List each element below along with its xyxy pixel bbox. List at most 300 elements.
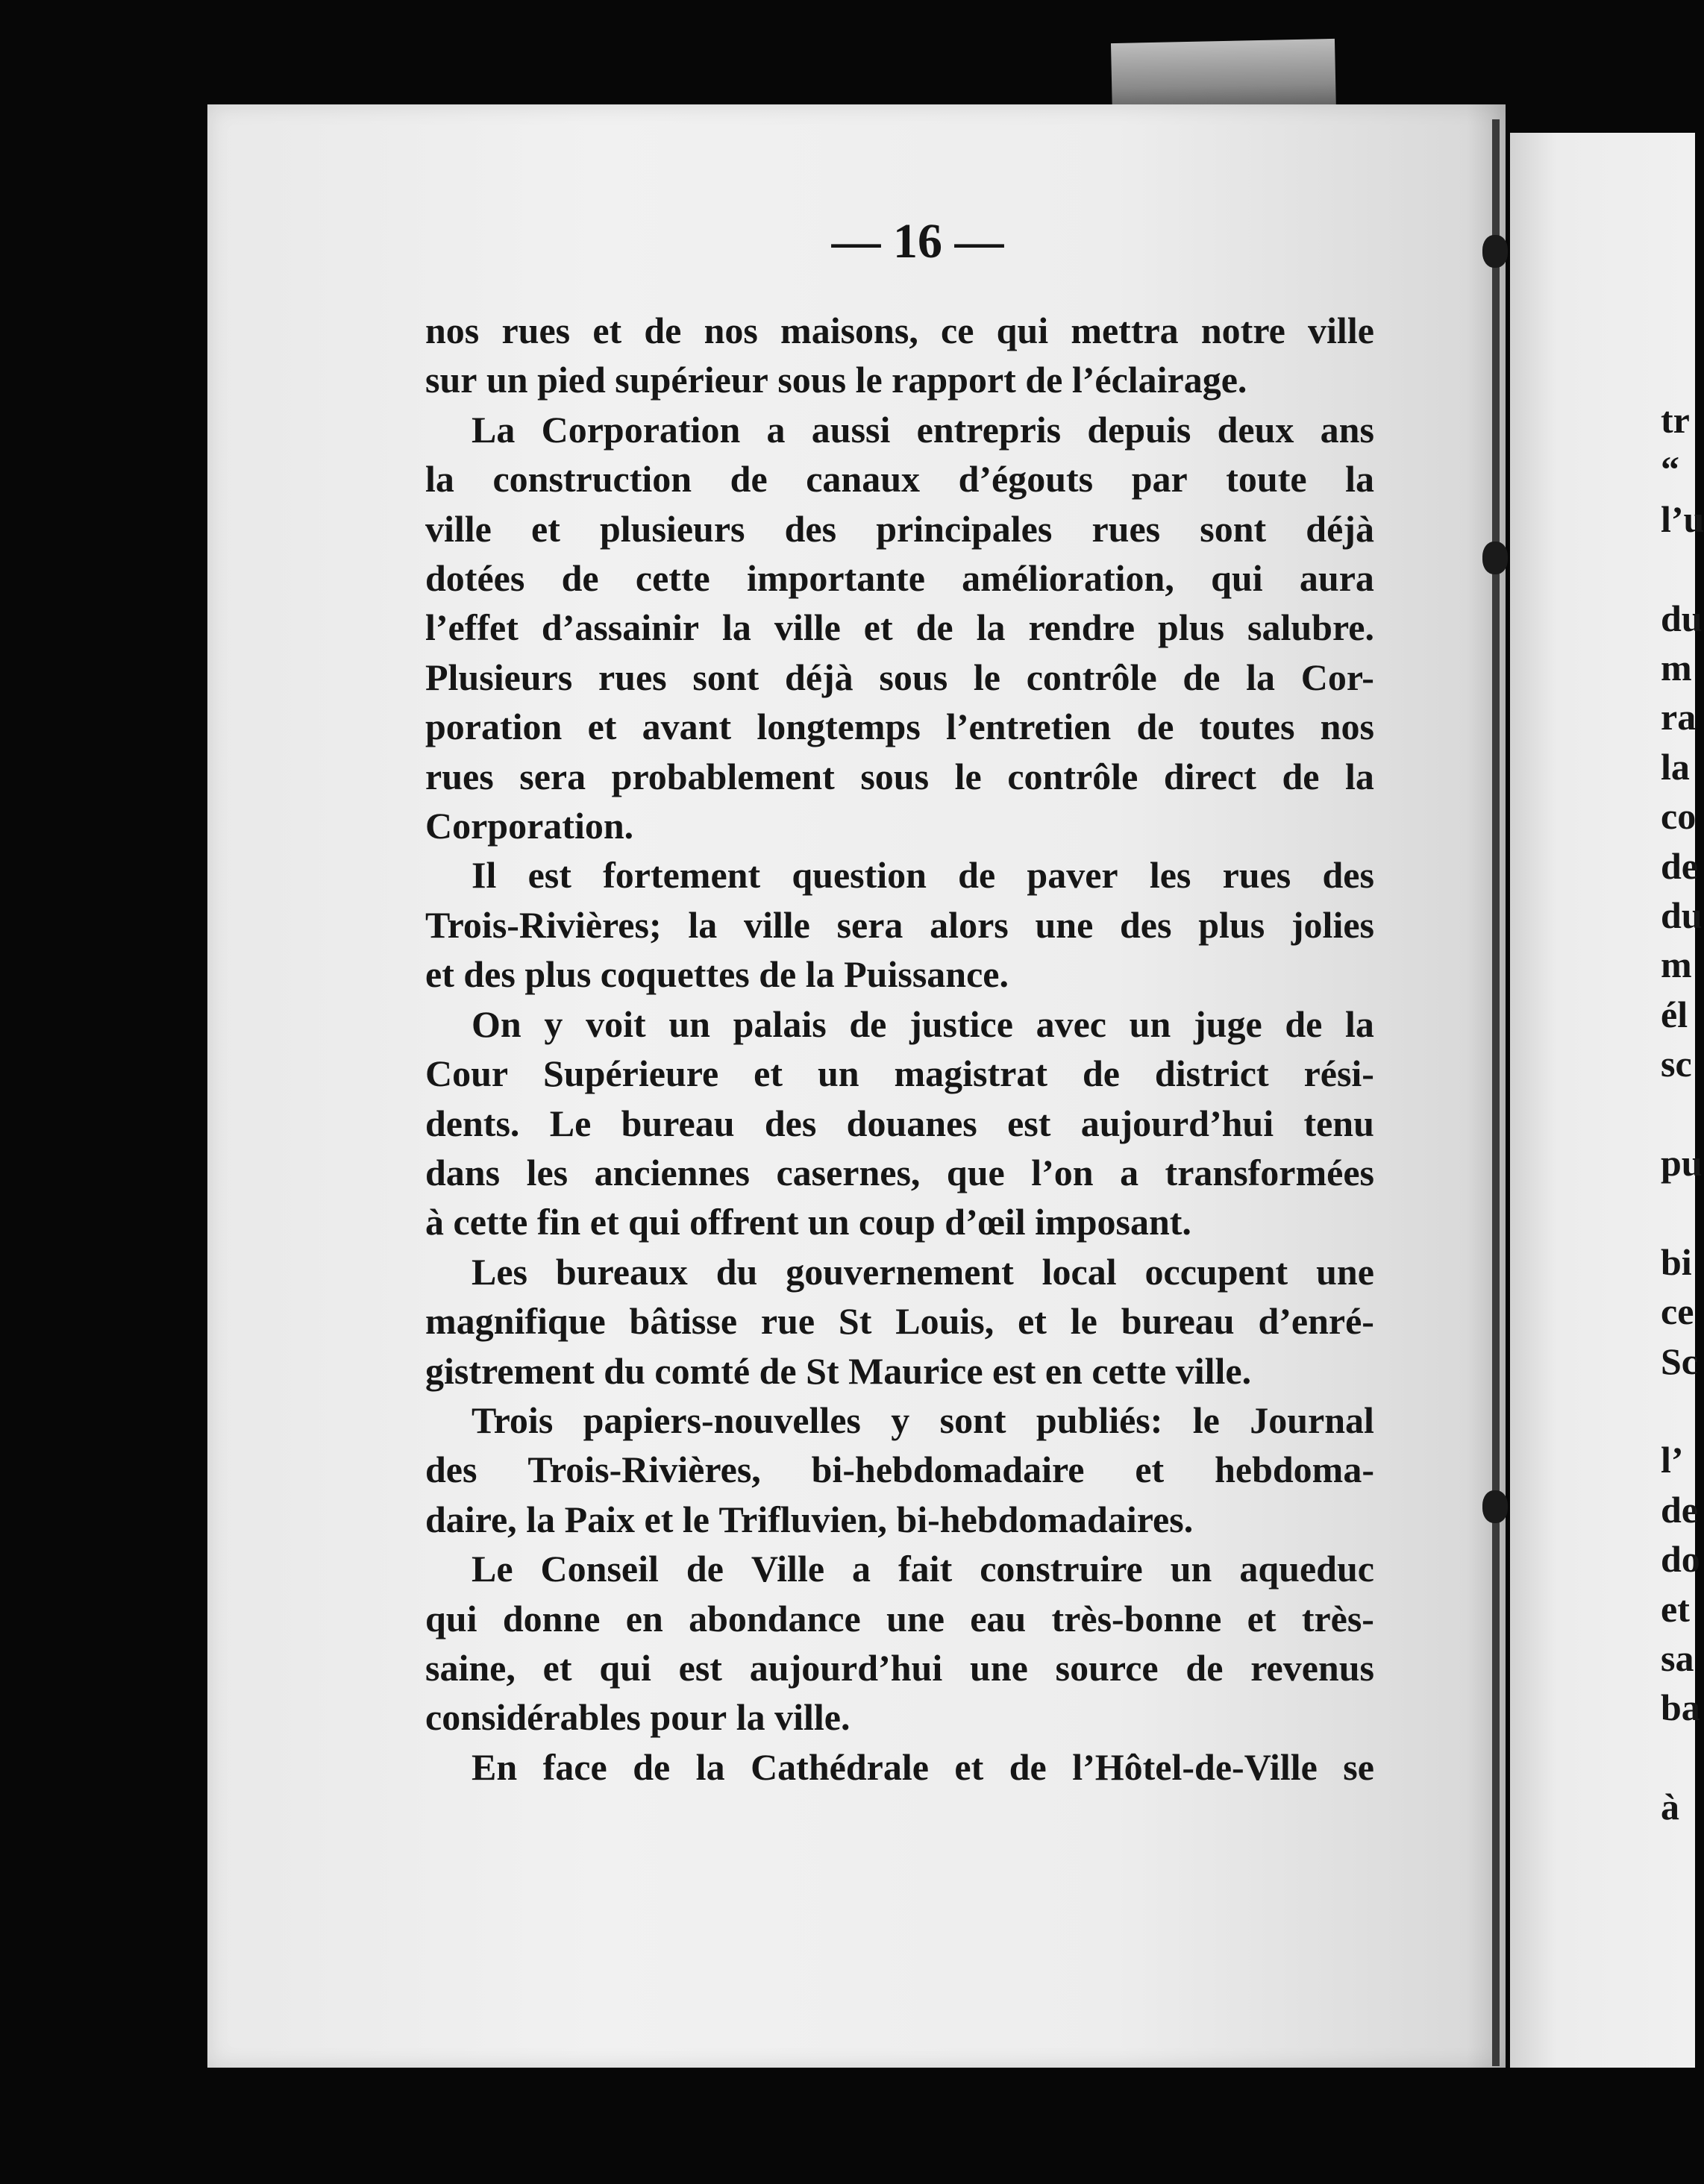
word: pied xyxy=(537,359,615,401)
word: On xyxy=(472,1002,521,1045)
word: par xyxy=(1131,458,1188,501)
text-line xyxy=(425,950,1374,999)
right-page-fragment: l’ xyxy=(1661,1439,1684,1481)
word: de xyxy=(1183,656,1221,698)
word: de xyxy=(759,953,806,996)
body-text xyxy=(425,306,1374,1792)
word: sont xyxy=(1200,507,1267,550)
text-line xyxy=(425,454,1374,503)
right-page-fragment: sc xyxy=(1661,1043,1692,1085)
word: dotées xyxy=(425,557,525,600)
word: avant xyxy=(642,706,732,748)
word: Le xyxy=(549,1102,592,1144)
word: bureaux xyxy=(555,1250,688,1293)
word: et xyxy=(954,1745,984,1788)
word: occupent xyxy=(1144,1250,1288,1293)
word: qui xyxy=(599,1646,651,1689)
word: une xyxy=(886,1597,945,1639)
word: qui xyxy=(1211,557,1263,600)
word: avec xyxy=(1036,1002,1106,1045)
word: nos xyxy=(425,310,480,351)
word: qui xyxy=(996,310,1049,351)
word: en xyxy=(1044,1349,1092,1392)
word: la xyxy=(526,1498,565,1540)
word: y xyxy=(544,1002,563,1045)
word: Trois xyxy=(472,1399,554,1441)
word: de xyxy=(1025,359,1072,401)
word: saine, xyxy=(425,1646,516,1689)
word: ans xyxy=(1320,408,1374,451)
right-page-fragment: ra xyxy=(1661,696,1697,738)
word: cette xyxy=(1091,1349,1176,1392)
right-page-fragment: Sc xyxy=(1661,1340,1698,1382)
word: supérieur xyxy=(615,359,778,401)
word: juge xyxy=(1193,1002,1262,1045)
word: le xyxy=(1192,1399,1220,1441)
word: ville xyxy=(1308,310,1374,351)
text-line xyxy=(425,355,1374,404)
word: La xyxy=(472,408,516,451)
word: jolies xyxy=(1291,903,1374,946)
word: Trifluvien, xyxy=(718,1498,897,1540)
text-line xyxy=(425,1247,1374,1296)
word: sous xyxy=(860,755,930,797)
word: des xyxy=(425,1449,477,1491)
word: magistrat xyxy=(894,1052,1048,1095)
word: direct xyxy=(1163,755,1256,797)
word: Louis, xyxy=(895,1300,994,1343)
word: entrepris xyxy=(916,408,1062,451)
word: coup xyxy=(858,1201,945,1243)
word: publiés: xyxy=(1036,1399,1163,1441)
text-line xyxy=(425,405,1374,454)
word: Le xyxy=(472,1548,513,1590)
text-line xyxy=(425,1594,1374,1643)
word: voit xyxy=(586,1002,646,1045)
word: Corporation. xyxy=(425,805,634,847)
binding-stitch xyxy=(1482,1490,1508,1523)
word: Maurice xyxy=(848,1349,993,1392)
word: une xyxy=(1316,1250,1374,1293)
word: Les xyxy=(472,1250,527,1293)
word: déjà xyxy=(785,656,853,698)
word: à xyxy=(425,1201,454,1243)
word: St xyxy=(838,1300,872,1343)
word: des xyxy=(764,1102,817,1144)
word: maisons, xyxy=(780,310,918,351)
word: offrent xyxy=(689,1201,808,1243)
right-page-fragment: tr xyxy=(1661,399,1690,441)
word: le xyxy=(973,656,1000,698)
word: justice xyxy=(909,1002,1013,1045)
word: nos xyxy=(1320,706,1374,748)
word: qui xyxy=(628,1201,690,1243)
word: a xyxy=(1120,1151,1139,1193)
word: plus xyxy=(1198,903,1265,946)
right-page-fragment: do xyxy=(1661,1538,1700,1581)
word: est xyxy=(678,1646,722,1689)
word: le xyxy=(1070,1300,1097,1343)
word: rési- xyxy=(1303,1052,1374,1095)
text-line xyxy=(425,306,1374,355)
word: et xyxy=(1247,1597,1277,1639)
word: face xyxy=(542,1745,607,1788)
word: bureau xyxy=(621,1102,735,1144)
word: imposant. xyxy=(1035,1201,1191,1243)
word: district xyxy=(1154,1052,1269,1095)
word: très-bonne xyxy=(1051,1597,1222,1639)
word: Cathédrale xyxy=(751,1745,929,1788)
word: Cor- xyxy=(1300,656,1374,698)
text-line xyxy=(425,504,1374,553)
word: d’égouts xyxy=(958,458,1094,501)
word: transformées xyxy=(1165,1151,1374,1193)
word: Paix xyxy=(564,1498,645,1540)
page-number: — 16 — xyxy=(831,214,1004,269)
word: y xyxy=(891,1399,910,1441)
word: contrôle xyxy=(1007,755,1138,797)
word: la xyxy=(1345,458,1374,501)
word: de xyxy=(561,557,599,600)
word: de xyxy=(1282,755,1320,797)
text-line xyxy=(425,1296,1374,1346)
word: de xyxy=(849,1002,887,1045)
word: Conseil xyxy=(540,1548,659,1590)
text-line xyxy=(425,752,1374,801)
text-line xyxy=(425,801,1374,850)
right-page-fragment: pu xyxy=(1661,1142,1703,1184)
word: ville xyxy=(774,606,841,649)
word: bi-hebdomadaires. xyxy=(896,1498,1194,1540)
word: de xyxy=(759,1349,806,1392)
word: Plusieurs xyxy=(425,656,573,698)
word: abondance xyxy=(689,1597,861,1639)
word: aujourd’hui xyxy=(749,1646,943,1689)
word: papiers-nouvelles xyxy=(583,1399,861,1441)
word: se xyxy=(1343,1745,1374,1788)
word: du xyxy=(604,1349,655,1392)
word: depuis xyxy=(1087,408,1191,451)
word: sous xyxy=(777,359,856,401)
word: sont xyxy=(939,1399,1006,1441)
word: et xyxy=(531,507,560,550)
text-line xyxy=(425,1445,1374,1494)
word: de xyxy=(915,606,953,649)
right-page-fragment: bi xyxy=(1661,1240,1692,1283)
word: le xyxy=(682,1498,719,1540)
word: bureau xyxy=(1121,1300,1235,1343)
word: une xyxy=(970,1646,1028,1689)
word: la xyxy=(1345,1002,1374,1045)
word: qui xyxy=(425,1597,477,1639)
word: sera xyxy=(836,903,903,946)
word: Corporation xyxy=(541,408,741,451)
word: rues xyxy=(1222,854,1291,897)
word: importante xyxy=(747,557,925,600)
word: contrôle xyxy=(1026,656,1157,698)
word: des xyxy=(463,953,525,996)
word: plus xyxy=(524,953,601,996)
word: aura xyxy=(1299,557,1374,600)
word: plus xyxy=(1158,606,1225,649)
word: et xyxy=(754,1052,783,1095)
word: notre xyxy=(1200,310,1285,351)
word: un xyxy=(817,1052,859,1095)
word: un xyxy=(668,1002,710,1045)
word: amélioration, xyxy=(962,557,1174,600)
word: la xyxy=(695,1745,725,1788)
text-line xyxy=(425,1049,1374,1098)
word: aqueduc xyxy=(1239,1548,1374,1590)
word: le xyxy=(954,755,982,797)
word: et xyxy=(587,706,617,748)
word: du xyxy=(715,1250,758,1293)
word: l’entretien xyxy=(946,706,1112,748)
word: Cour xyxy=(425,1052,509,1095)
word: a xyxy=(852,1548,871,1590)
word: bâtisse xyxy=(629,1300,738,1343)
word: un xyxy=(807,1201,859,1243)
word: Puissance. xyxy=(844,953,1009,996)
text-line xyxy=(425,1692,1374,1742)
word: la xyxy=(425,458,454,501)
word: l’Hôtel-de-Ville xyxy=(1072,1745,1318,1788)
word: pour xyxy=(650,1696,736,1739)
word: et xyxy=(425,953,464,996)
word: déjà xyxy=(1306,507,1374,550)
word: question xyxy=(792,854,927,897)
right-page-fragment: m xyxy=(1661,944,1692,986)
word: poration xyxy=(425,706,563,748)
word: les xyxy=(526,1151,568,1193)
word: rues xyxy=(598,656,667,698)
right-page-fragment: “ xyxy=(1661,448,1679,491)
word: local xyxy=(1041,1250,1117,1293)
text-line xyxy=(425,850,1374,900)
word: en xyxy=(625,1597,663,1639)
word: aujourd’hui xyxy=(1080,1102,1274,1144)
text-line xyxy=(425,1544,1374,1593)
word: des xyxy=(1120,903,1172,946)
word: rue xyxy=(760,1300,815,1343)
word: un xyxy=(486,359,538,401)
text-line xyxy=(425,1099,1374,1148)
word: plusieurs xyxy=(599,507,745,550)
word: deux xyxy=(1217,408,1294,451)
word: comté xyxy=(654,1349,759,1392)
word: toutes xyxy=(1199,706,1295,748)
word: la xyxy=(688,903,718,946)
word: d’œil xyxy=(945,1201,1036,1243)
word: et xyxy=(644,1498,683,1540)
word: la xyxy=(1246,656,1276,698)
word: ce xyxy=(941,310,974,351)
word: revenus xyxy=(1250,1646,1374,1689)
word: de xyxy=(633,1745,671,1788)
word: anciennes xyxy=(594,1151,750,1193)
word: Journal xyxy=(1250,1399,1374,1441)
text-line xyxy=(425,702,1374,751)
word: rapport xyxy=(892,359,1026,401)
word: des xyxy=(784,507,837,550)
word: et xyxy=(589,1201,629,1243)
word: hebdoma- xyxy=(1215,1449,1374,1491)
book-spine xyxy=(1492,119,1500,2066)
text-line xyxy=(425,1000,1374,1049)
word: casernes, xyxy=(776,1151,921,1193)
word: de xyxy=(958,854,996,897)
word: magnifique xyxy=(425,1300,606,1343)
right-page-fragment: ba xyxy=(1661,1686,1700,1729)
word: rues xyxy=(501,310,571,351)
word: principales xyxy=(876,507,1053,550)
word: douanes xyxy=(846,1102,977,1144)
right-page-fragment: de xyxy=(1661,844,1698,887)
word: est xyxy=(992,1349,1045,1392)
right-page-fragment: l’u xyxy=(1661,498,1704,540)
word: l’on xyxy=(1031,1151,1094,1193)
right-page-fragment: él xyxy=(1661,993,1688,1035)
word: de xyxy=(1009,1745,1047,1788)
word: sur xyxy=(425,359,486,401)
word: ville. xyxy=(774,1696,851,1739)
word: de xyxy=(1136,706,1174,748)
word: nos xyxy=(704,310,758,351)
word: et xyxy=(863,606,893,649)
word: construire xyxy=(980,1548,1143,1590)
word: Ville xyxy=(751,1548,825,1590)
word: de xyxy=(644,310,682,351)
word: ville. xyxy=(1175,1349,1252,1392)
word: d’assainir xyxy=(541,606,700,649)
word: et xyxy=(1018,1300,1047,1343)
word: dents. xyxy=(425,1102,520,1144)
word: la xyxy=(736,1696,775,1739)
binding-stitch xyxy=(1482,542,1508,574)
word: mettra xyxy=(1071,310,1179,351)
text-line xyxy=(425,553,1374,603)
word: est xyxy=(1007,1102,1051,1144)
word: toute xyxy=(1226,458,1307,501)
word: daire, xyxy=(425,1498,527,1540)
text-line xyxy=(425,1148,1374,1197)
word: coquettes xyxy=(600,953,759,996)
word: aussi xyxy=(811,408,891,451)
word: sous xyxy=(879,656,948,698)
right-page-fragment: co xyxy=(1661,795,1697,838)
word: sera xyxy=(519,755,586,797)
right-page-fragment: ce xyxy=(1661,1290,1694,1333)
word: Trois-Rivières; xyxy=(425,903,662,946)
word: dans xyxy=(425,1151,501,1193)
word: sont xyxy=(692,656,759,698)
word: canaux xyxy=(806,458,921,501)
word: des xyxy=(1322,854,1374,897)
word: et xyxy=(1135,1449,1165,1491)
word: l’éclairage. xyxy=(1071,359,1247,401)
word: la xyxy=(722,606,751,649)
word: de xyxy=(1082,1052,1120,1095)
text-line xyxy=(425,603,1374,652)
word: la xyxy=(805,953,845,996)
word: de xyxy=(686,1548,724,1590)
word: source xyxy=(1055,1646,1159,1689)
word: et xyxy=(542,1646,572,1689)
word: la xyxy=(976,606,1006,649)
word: gistrement xyxy=(425,1349,604,1392)
word: gouvernement xyxy=(786,1250,1014,1293)
word: Il xyxy=(472,854,497,897)
text-line xyxy=(425,1197,1374,1246)
word: palais xyxy=(733,1002,827,1045)
word: probablement xyxy=(611,755,835,797)
text-line xyxy=(425,1643,1374,1692)
right-page-fragment: la xyxy=(1661,745,1690,788)
word: longtemps xyxy=(757,706,921,748)
word: d’enré- xyxy=(1258,1300,1374,1343)
word: eau xyxy=(970,1597,1027,1639)
word: fait xyxy=(898,1548,953,1590)
word: cette xyxy=(453,1201,537,1243)
right-page-fragment: sa xyxy=(1661,1637,1694,1679)
word: donne xyxy=(502,1597,601,1639)
word: très- xyxy=(1301,1597,1374,1639)
word: rendre xyxy=(1028,606,1136,649)
right-page-fragment: à xyxy=(1661,1786,1679,1828)
word: considérables xyxy=(425,1696,651,1739)
text-line xyxy=(425,653,1374,702)
text-line xyxy=(425,1742,1374,1792)
word: fin xyxy=(536,1201,590,1243)
word: En xyxy=(472,1745,518,1788)
word: Supérieure xyxy=(543,1052,719,1095)
right-page-fragment: du xyxy=(1661,597,1703,639)
word: de xyxy=(730,458,768,501)
word: salubre. xyxy=(1247,606,1374,649)
word: alors xyxy=(930,903,1009,946)
word: rues xyxy=(425,755,494,797)
word: le xyxy=(855,359,892,401)
word: que xyxy=(946,1151,1005,1193)
word: de xyxy=(1185,1646,1224,1689)
word: une xyxy=(1035,903,1094,946)
right-page-fragment: m xyxy=(1661,647,1692,688)
word: la xyxy=(1345,755,1374,797)
right-page-fragment: du xyxy=(1661,894,1703,936)
word: est xyxy=(527,854,571,897)
word: construction xyxy=(492,458,692,501)
word: fortement xyxy=(603,854,761,897)
word: rues xyxy=(1091,507,1161,550)
right-page-fragment: de xyxy=(1661,1488,1698,1531)
text-line xyxy=(425,900,1374,950)
word: tenu xyxy=(1303,1102,1374,1144)
word: de xyxy=(1285,1002,1323,1045)
word: un xyxy=(1129,1002,1171,1045)
right-page-fragment: et xyxy=(1661,1587,1690,1630)
word: l’effet xyxy=(425,606,519,649)
word: paver xyxy=(1027,854,1118,897)
word: ville xyxy=(743,903,810,946)
binding-stitch xyxy=(1482,235,1508,268)
word: et xyxy=(592,310,622,351)
text-line xyxy=(425,1346,1374,1396)
word: ville xyxy=(425,507,492,550)
word: bi-hebdomadaire xyxy=(811,1449,1085,1491)
word: St xyxy=(806,1349,849,1392)
text-line xyxy=(425,1495,1374,1544)
text-line xyxy=(425,1396,1374,1445)
